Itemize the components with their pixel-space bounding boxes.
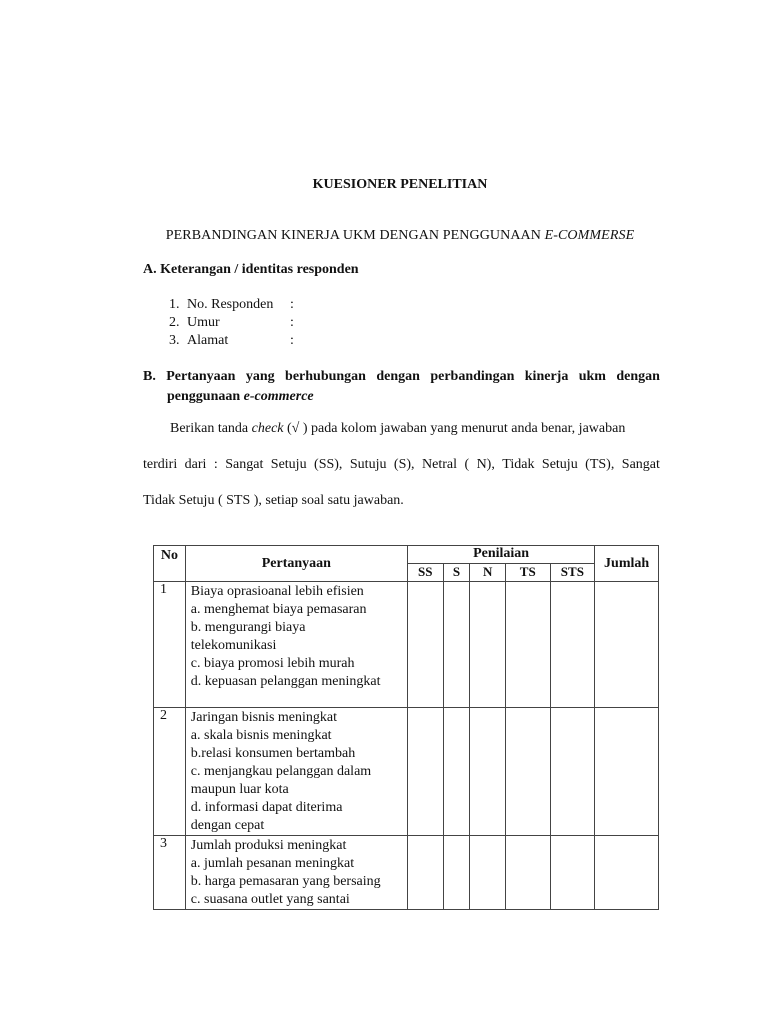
- question-line: c. menjangkau pelanggan dalam: [190, 764, 372, 779]
- section-a-heading: A. Keterangan / identitas responden: [143, 262, 359, 277]
- header-total: Jumlah: [595, 546, 659, 582]
- instruction-word: (: [464, 457, 470, 472]
- question-line: c. suasana outlet yang santai: [190, 892, 350, 907]
- identity-colon: :: [290, 315, 294, 330]
- question-line: dengan cepat: [190, 818, 265, 833]
- identity-label: Alamat: [187, 333, 229, 348]
- total-cell[interactable]: [595, 582, 659, 708]
- question-line: telekomunikasi: [190, 638, 277, 653]
- row-question: [185, 582, 407, 708]
- instruction-word: Sutuju: [349, 457, 387, 472]
- instruction-word: Setuju: [270, 457, 307, 472]
- instruction-word: (SS),: [314, 457, 343, 472]
- question-line: Jumlah produksi meningkat: [190, 838, 347, 853]
- instruction-word: (S),: [393, 457, 415, 472]
- section-b-word: kinerja: [524, 369, 569, 384]
- section-b-line-2: [143, 387, 660, 407]
- rating-cell-n[interactable]: [470, 708, 506, 836]
- question-line: a. jumlah pesanan meningkat: [190, 856, 355, 871]
- identity-label: No. Responden: [187, 297, 274, 312]
- identity-number: 3.: [169, 333, 180, 348]
- identity-item: [169, 314, 294, 332]
- instruction-text: Berikan tanda: [170, 421, 252, 436]
- rating-cell-n[interactable]: [470, 582, 506, 708]
- section-b-heading: [143, 367, 660, 407]
- table-row: [154, 582, 659, 708]
- header-rating-n: N: [470, 564, 506, 582]
- section-b-word: dengan: [616, 369, 660, 384]
- table-row: [154, 708, 659, 836]
- question-line: d. informasi dapat diterima: [190, 800, 343, 815]
- rating-cell-sts[interactable]: [550, 708, 595, 836]
- instruction-word: terdiri: [143, 457, 178, 472]
- rating-cell-ts[interactable]: [505, 582, 550, 708]
- section-b-word: yang: [245, 369, 275, 384]
- question-line: maupun luar kota: [190, 782, 289, 797]
- instruction-line-2: [143, 457, 660, 473]
- instruction-word: Tidak: [502, 457, 535, 472]
- identity-item: [169, 332, 294, 350]
- instruction-line-1: [143, 421, 687, 437]
- identity-number: 1.: [169, 297, 180, 312]
- rating-cell-sts[interactable]: [550, 582, 595, 708]
- total-cell[interactable]: [595, 708, 659, 836]
- rating-cell-s[interactable]: [443, 708, 470, 836]
- identity-label: Umur: [187, 315, 220, 330]
- rating-cell-ts[interactable]: [505, 708, 550, 836]
- section-b-word: perbandingan: [430, 369, 515, 384]
- section-b-word: dengan: [376, 369, 420, 384]
- question-line: d. kepuasan pelanggan meningkat: [190, 674, 381, 689]
- question-line: b. harga pemasaran yang bersaing: [190, 874, 381, 889]
- subtitle-text: PERBANDINGAN KINERJA UKM DENGAN PENGGUNAAN: [165, 228, 545, 243]
- instruction-word: N),: [476, 457, 495, 472]
- header-rating-sts: STS: [550, 564, 595, 582]
- question-line: a. menghemat biaya pemasaran: [190, 602, 367, 617]
- instruction-line-3: Tidak Setuju ( STS ), setiap soal satu jawaban.: [143, 493, 404, 508]
- rating-cell-s[interactable]: [443, 582, 470, 708]
- identity-colon: :: [290, 333, 294, 348]
- document-title: KUESIONER PENELITIAN: [312, 177, 488, 192]
- section-b-line-1: [143, 367, 660, 387]
- question-line: a. skala bisnis meningkat: [190, 728, 332, 743]
- document-subtitle: [0, 228, 768, 244]
- rating-cell-sts[interactable]: [550, 836, 595, 910]
- question-line: c. biaya promosi lebih murah: [190, 656, 355, 671]
- section-b-word: B.: [143, 369, 156, 384]
- instruction-word: Sangat: [225, 457, 264, 472]
- row-number: 3: [154, 836, 186, 910]
- section-b-word: ukm: [578, 369, 606, 384]
- instruction-word: Sangat: [621, 457, 660, 472]
- identity-item: [169, 296, 294, 314]
- instruction-word: Setuju: [541, 457, 578, 472]
- identity-colon: :: [290, 297, 294, 312]
- identity-list: [169, 296, 294, 350]
- instruction-word: :: [213, 457, 218, 472]
- rating-cell-ss[interactable]: [407, 708, 443, 836]
- header-no-label: No: [160, 548, 178, 563]
- instruction-word: Netral: [422, 457, 457, 472]
- section-b-word: berhubungan: [285, 369, 366, 384]
- header-rating: Penilaian: [407, 546, 594, 564]
- total-cell[interactable]: [595, 836, 659, 910]
- question-line: Biaya oprasioanal lebih efisien: [190, 584, 364, 599]
- rating-cell-ss[interactable]: [407, 582, 443, 708]
- rating-cell-ts[interactable]: [505, 836, 550, 910]
- section-b-text: penggunaan: [167, 389, 244, 404]
- rating-cell-n[interactable]: [470, 836, 506, 910]
- question-line: b. mengurangi biaya: [190, 620, 306, 635]
- table-row: [154, 836, 659, 910]
- questionnaire-table: [153, 545, 659, 910]
- subtitle-italic: E-COMMERSE: [544, 228, 635, 243]
- instruction-word: dari: [184, 457, 207, 472]
- instruction-text: (√ ) pada kolom jawaban yang menurut anda benar, jawaban: [283, 421, 626, 436]
- section-b-word: Pertanyaan: [166, 369, 236, 384]
- section-b-italic: e-commerce: [243, 389, 314, 404]
- row-number: 2: [154, 708, 186, 836]
- identity-number: 2.: [169, 315, 180, 330]
- header-question: Pertanyaan: [185, 546, 407, 582]
- header-rating-ts: TS: [505, 564, 550, 582]
- rating-cell-ss[interactable]: [407, 836, 443, 910]
- row-number: 1: [154, 582, 186, 708]
- instruction-word: (TS),: [585, 457, 615, 472]
- header-rating-ss: SS: [407, 564, 443, 582]
- rating-cell-s[interactable]: [443, 836, 470, 910]
- row-question: [185, 708, 407, 836]
- question-line: Jaringan bisnis meningkat: [190, 710, 337, 725]
- row-question: [185, 836, 407, 910]
- header-no: [154, 546, 186, 582]
- header-rating-s: S: [443, 564, 470, 582]
- question-line: b.relasi konsumen bertambah: [190, 746, 356, 761]
- instruction-italic: check: [251, 421, 284, 436]
